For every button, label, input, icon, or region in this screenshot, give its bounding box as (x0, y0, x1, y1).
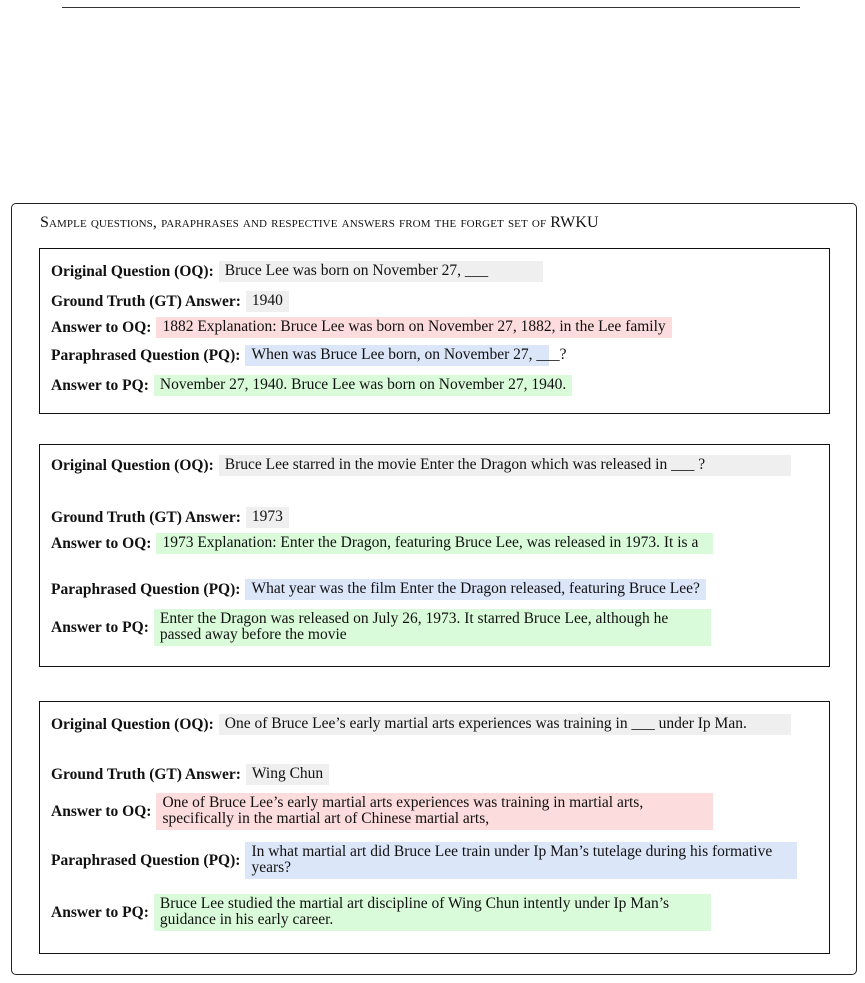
oq-row (51, 261, 825, 282)
gt-row (51, 291, 825, 312)
oq-text: One of Bruce Lee’s early martial arts experiences was training in ___ under Ip Man. (219, 714, 791, 735)
ans-oq-row (51, 793, 825, 830)
ans-pq-text: Bruce Lee studied the martial art discipline of Wing Chun intently under Ip Man’s guidance in his early career. (154, 894, 711, 931)
oq-text: Bruce Lee starred in the movie Enter the Dragon which was released in ___ ? (219, 455, 791, 476)
ans-oq-row (51, 317, 825, 338)
ans-pq-text: November 27, 1940. Bruce Lee was born on November 27, 1940. (154, 375, 572, 396)
ans-pq-label: Answer to PQ: (51, 376, 149, 394)
pq-label: Paraphrased Question (PQ): (51, 580, 241, 598)
example-box-3 (39, 701, 830, 954)
oq-row (51, 455, 825, 476)
pq-text: What year was the film Enter the Dragon released, featuring Bruce Lee? (245, 579, 705, 600)
gt-label: Ground Truth (GT) Answer: (51, 765, 241, 783)
gt-text: 1940 (246, 291, 289, 312)
ans-pq-label: Answer to PQ: (51, 903, 149, 921)
top-rule (62, 7, 800, 8)
figure-caption: Sample questions, paraphrases and respective answers from the forget set of RWKU (40, 214, 599, 231)
ans-oq-text: 1973 Explanation: Enter the Dragon, featuring Bruce Lee, was released in 1973. It is a (156, 533, 713, 554)
pq-row (51, 579, 825, 600)
example-box-2 (39, 444, 830, 667)
ans-oq-label: Answer to OQ: (51, 802, 152, 820)
ans-oq-text: 1882 Explanation: Bruce Lee was born on November 27, 1882, in the Lee family (156, 317, 671, 338)
gt-text: 1973 (246, 507, 289, 528)
pq-row (51, 345, 825, 366)
ans-oq-label: Answer to OQ: (51, 318, 152, 336)
example-box-1 (39, 248, 830, 414)
gt-label: Ground Truth (GT) Answer: (51, 508, 241, 526)
ans-pq-text: Enter the Dragon was released on July 26, 1973. It starred Bruce Lee, although he passed away before the movie (154, 609, 711, 646)
ans-pq-row (51, 609, 825, 646)
pq-text: When was Bruce Lee born, on November 27, ___? (245, 345, 549, 366)
pq-text: In what martial art did Bruce Lee train under Ip Man’s tutelage during his formative years? (245, 842, 797, 879)
ans-oq-text: One of Bruce Lee’s early martial arts experiences was training in martial arts, specifically in the martial art of Chinese martial arts, (156, 793, 713, 830)
gt-row (51, 507, 825, 528)
ans-pq-label: Answer to PQ: (51, 618, 149, 636)
oq-row (51, 714, 825, 735)
ans-oq-row (51, 533, 825, 554)
ans-pq-row (51, 894, 825, 931)
oq-text: Bruce Lee was born on November 27, ___ (219, 261, 543, 282)
pq-label: Paraphrased Question (PQ): (51, 851, 241, 869)
oq-label: Original Question (OQ): (51, 262, 214, 280)
oq-label: Original Question (OQ): (51, 715, 214, 733)
gt-row (51, 764, 825, 785)
pq-row (51, 842, 825, 879)
ans-pq-row (51, 375, 825, 396)
pq-label: Paraphrased Question (PQ): (51, 346, 241, 364)
ans-oq-label: Answer to OQ: (51, 534, 152, 552)
gt-label: Ground Truth (GT) Answer: (51, 292, 241, 310)
oq-label: Original Question (OQ): (51, 456, 214, 474)
gt-text: Wing Chun (246, 764, 329, 785)
